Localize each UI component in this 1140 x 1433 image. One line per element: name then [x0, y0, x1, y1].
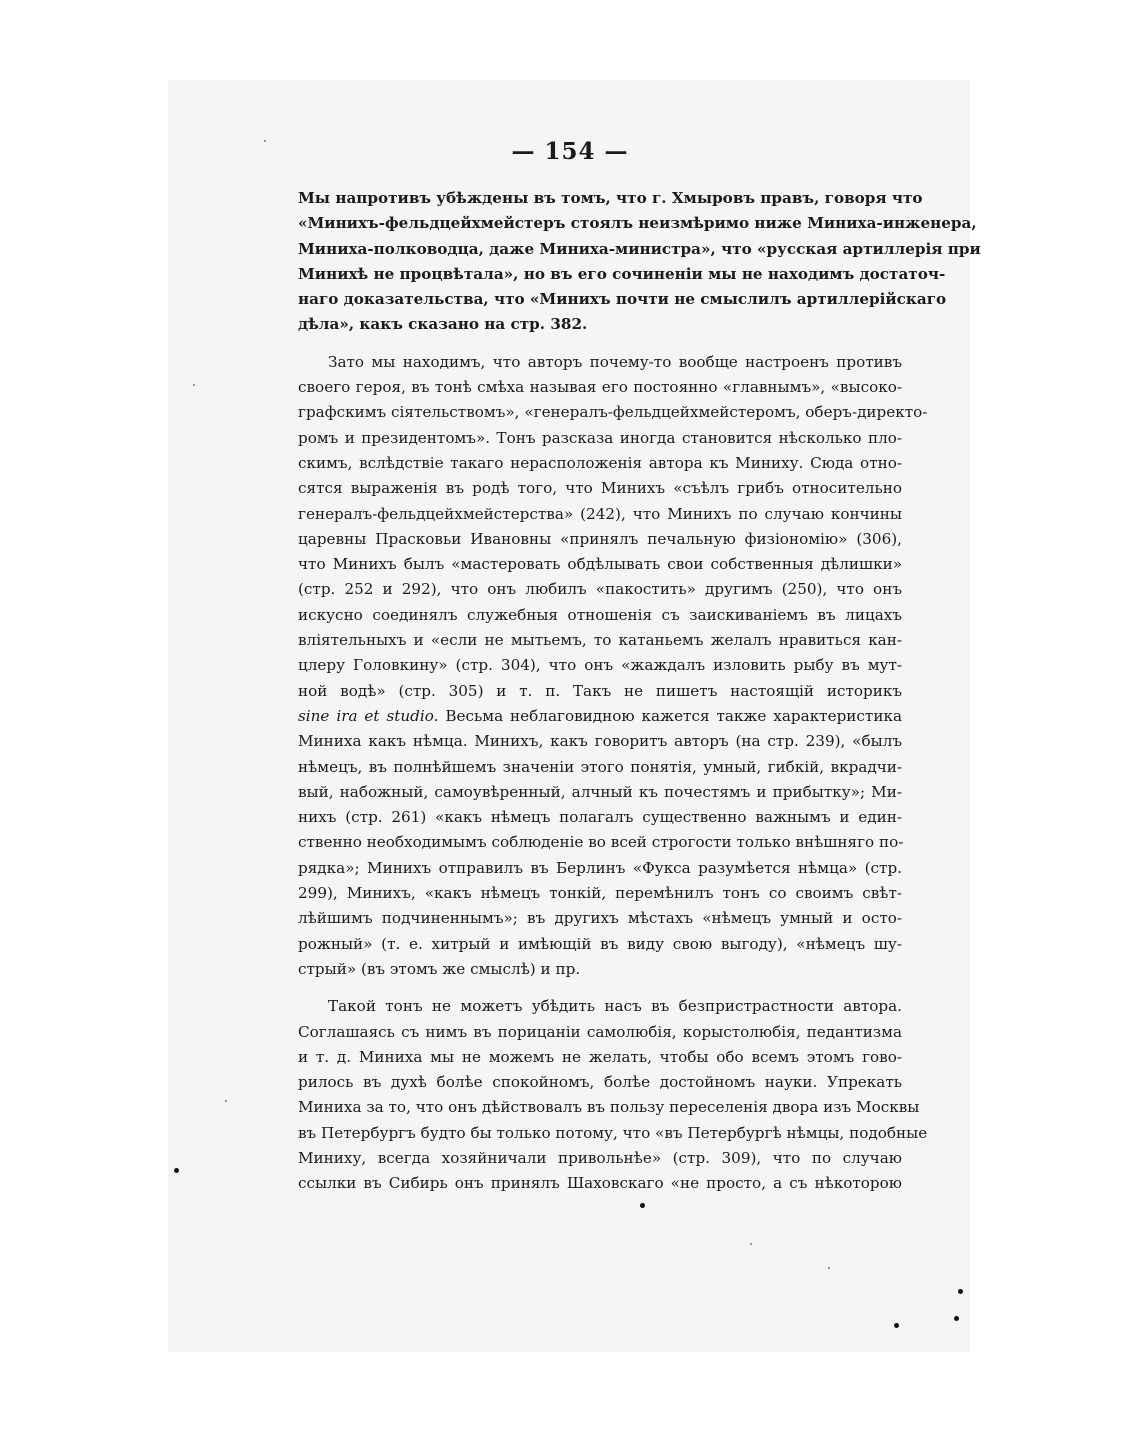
text-line: цлеру Головкину» (стр. 304), что онъ «жаждалъ изловить рыбу въ мут- [298, 656, 902, 675]
text-line: ссылки въ Сибирь онъ принялъ Шаховскаго «не просто, а съ нѣкоторою [298, 1174, 902, 1193]
text-line: ственно необходимымъ соблюденіе во всей строгости только внѣшняго по- [298, 833, 904, 852]
text-line: Минихѣ не процвѣтала», но въ его сочиненіи мы не находимъ достаточ- [298, 264, 946, 283]
text-line: нѣмецъ, въ полнѣйшемъ значеніи этого понятія, умный, гибкій, вкрадчи- [298, 757, 902, 776]
text-line: рожный» (т. е. хитрый и имѣющій въ виду свою выгоду), «нѣмецъ шу- [298, 934, 902, 953]
text-line: (стр. 252 и 292), что онъ любилъ «пакостить» другимъ (250), что онъ [298, 580, 902, 599]
text-line: дѣла», какъ сказано на стр. 382. [298, 315, 588, 334]
text-line: стрый» (въ этомъ же смыслѣ) и пр. [298, 959, 581, 978]
text-line: рилось въ духѣ болѣе спокойномъ, болѣе достойномъ науки. Упрекать [298, 1073, 902, 1092]
text-line: ромъ и президентомъ». Тонъ разсказа иногда становится нѣсколько пло- [298, 428, 902, 447]
text-line: и т. д. Миниха мы не можемъ не желать, чтобы обо всемъ этомъ гово- [298, 1047, 902, 1066]
text-line: Соглашаясь съ нимъ въ порицаніи самолюбія, корыстолюбія, педантизма [298, 1022, 902, 1041]
paragraph-gap [298, 338, 902, 350]
text-line: Миниха какъ нѣмца. Минихъ, какъ говоритъ авторъ (на стр. 239), «былъ [298, 732, 902, 751]
text-line: царевны Прасковьи Ивановны «принялъ печальную физіономію» (306), [298, 529, 902, 548]
text-line: скимъ, вслѣдствіе такаго нерасположенія автора къ Миниху. Сюда отно- [298, 453, 902, 472]
text-line: Мы напротивъ убѣждены въ томъ, что г. Хмыровъ правъ, говоря что [298, 189, 923, 207]
paragraph [298, 994, 928, 1196]
page-number: — 154 — [511, 138, 629, 165]
text-line: sine ira et studio. Весьма неблаговидною кажется также характеристика [298, 706, 902, 725]
paragraph [298, 186, 981, 338]
scan-speck [954, 1316, 959, 1321]
text-line: наго доказательства, что «Минихъ почти не смыслилъ артиллерійскаго [298, 290, 947, 309]
scan-speck [958, 1289, 963, 1294]
scan-speck [828, 1267, 830, 1269]
text-line: Миниху, всегда хозяйничали привольнѣе» (стр. 309), что по случаю [298, 1148, 902, 1167]
text-line: нихъ (стр. 261) «какъ нѣмецъ полагалъ существенно важнымъ и един- [298, 808, 902, 827]
text-line: генералъ-фельдцейхмейстерства» (242), что Минихъ по случаю кончины [298, 504, 902, 523]
text-line: сятся выраженія въ родѣ того, что Минихъ «съѣлъ грибъ относительно [298, 479, 902, 498]
text-line: Такой тонъ не можетъ убѣдить насъ въ безпристрастности автора. [328, 997, 902, 1016]
scan-speck [640, 1203, 645, 1208]
text-line: своего героя, въ тонѣ смѣха называя его постоянно «главнымъ», «высоко- [298, 378, 902, 397]
scan-speck [225, 1100, 227, 1102]
scan-speck [174, 1168, 179, 1173]
text-line: ной водѣ» (стр. 305) и т. п. Такъ не пишетъ настоящій историкъ [298, 681, 902, 700]
page-body [298, 186, 981, 1197]
scan-speck [193, 384, 195, 386]
text-line: что Минихъ былъ «мастеровать обдѣлывать свои собственныя дѣлишки» [298, 555, 902, 574]
scan-speck [750, 1243, 752, 1245]
text-line: вліятельныхъ и «если не мытьемъ, то катаньемъ желалъ нравиться кан- [298, 631, 902, 650]
latin-phrase: sine ira et studio. [298, 706, 439, 725]
text-line: 299), Минихъ, «какъ нѣмецъ тонкій, перемѣнилъ тонъ со своимъ свѣт- [298, 884, 902, 903]
paragraph-gap [298, 982, 902, 994]
text-line: Миниха-полководца, даже Миниха-министра», что «русская артиллерія при [298, 239, 981, 258]
text-line: «Минихъ-фельдцейхмейстеръ стоялъ неизмѣримо ниже Миниха-инженера, [298, 214, 977, 233]
text-line: Миниха за то, что онъ дѣйствовалъ въ пользу переселенія двора изъ Москвы [298, 1098, 920, 1117]
scan-speck [894, 1323, 899, 1328]
paragraph [298, 350, 928, 982]
text-line: графскимъ сіятельствомъ», «генералъ-фельдцейхмейстеромъ, оберъ-директо- [298, 403, 928, 422]
text-line: искусно соединялъ служебныя отношенія съ заискиваніемъ въ лицахъ [298, 605, 902, 624]
text-line: вый, набожный, самоувѣренный, алчный къ почестямъ и прибытку»; Ми- [298, 782, 902, 801]
text-line: Зато мы находимъ, что авторъ почему-то вообще настроенъ противъ [328, 352, 902, 371]
scan-speck [264, 140, 266, 142]
text-line: рядка»; Минихъ отправилъ въ Берлинъ «Фукса разумѣется нѣмца» (стр. [298, 858, 902, 877]
text-line: лѣйшимъ подчиненнымъ»; въ другихъ мѣстахъ «нѣмецъ умный и осто- [298, 909, 902, 928]
text-line: въ Петербургъ будто бы только потому, что «въ Петербургѣ нѣмцы, подобные [298, 1123, 928, 1142]
